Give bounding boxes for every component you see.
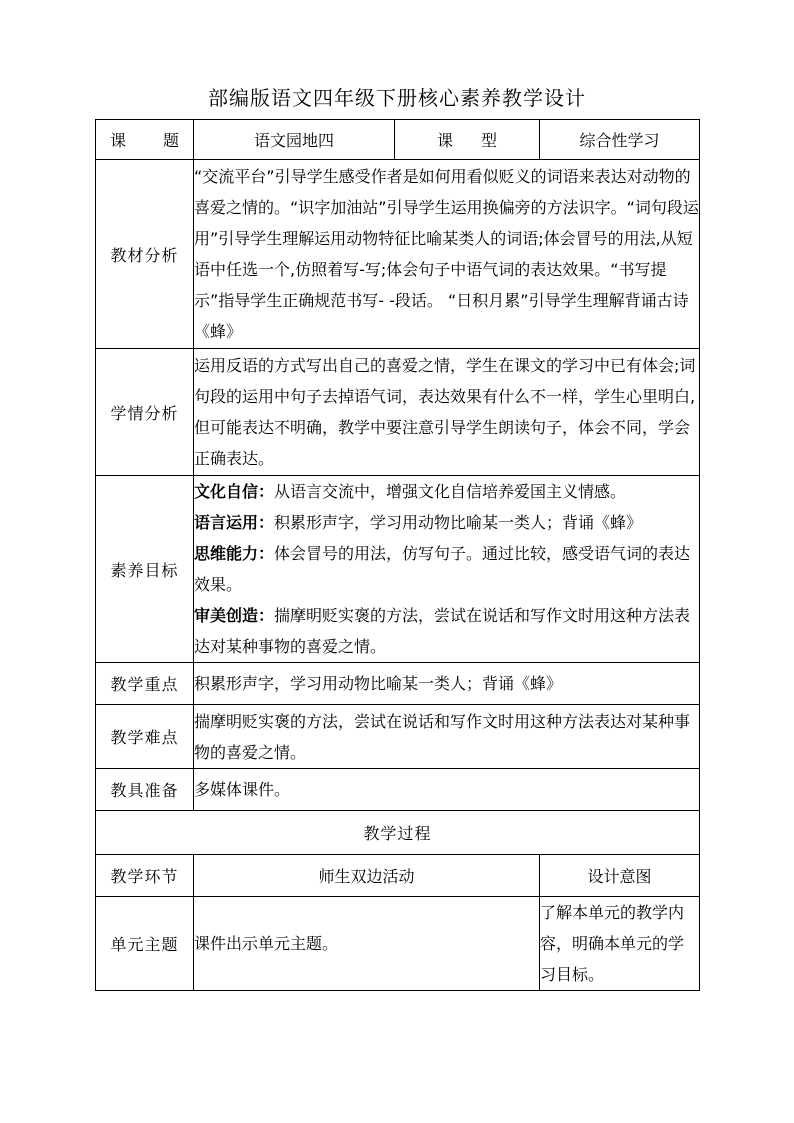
step-stage: 单元主题 <box>96 897 194 991</box>
process-step-row <box>96 897 700 991</box>
step-intent: 了解本单元的教学内容，明确本单元的学习目标。 <box>540 897 700 991</box>
tools-label: 教具准备 <box>96 769 194 811</box>
difficulties-text: 揣摩明贬实褒的方法，尝试在说话和写作文时用这种方法表达对某种事物的喜爱之情。 <box>194 705 700 769</box>
header-row <box>96 120 700 160</box>
literacy-goals-content <box>194 476 700 663</box>
lesson-plan-table <box>95 119 700 991</box>
document-title: 部编版语文四年级下册核心素养教学设计 <box>208 86 586 110</box>
stage-column-header: 教学环节 <box>96 855 194 897</box>
tools-row <box>96 769 700 811</box>
activity-column-header: 师生双边活动 <box>194 855 540 897</box>
student-analysis-row <box>96 349 700 476</box>
key-points-row <box>96 663 700 705</box>
type-value: 综合性学习 <box>540 120 700 160</box>
intent-column-header: 设计意图 <box>540 855 700 897</box>
process-section-row <box>96 811 700 855</box>
goal-item: 文化自信：从语言交流中，增强文化自信培养爱国主义情感。 <box>194 482 627 501</box>
literacy-goals-label: 素养目标 <box>96 476 194 663</box>
student-analysis-label: 学情分析 <box>96 349 194 476</box>
goal-item: 思维能力：体会冒号的用法，仿写句子。通过比较，感受语气词的表达效果。 <box>194 544 691 594</box>
step-activity: 课件出示单元主题。 <box>194 897 540 991</box>
material-analysis-text: “交流平台”引导学生感受作者是如何用看似贬义的词语来表达对动物的喜爱之情的。“识字加油站”引导学生运用换偏旁的方法识字。“词句段运用”引导学生理解运用动物特征比喻某类人的词语;体会冒号的用法,从短语中任选一个,仿照着写-写;体会句子中语气词的表达效果。“书写提示”指导学生正确规范书写- -段话。 “日积月累”引导学生理解背诵古诗《蜂》 <box>194 160 700 349</box>
tools-text: 多媒体课件。 <box>194 769 700 811</box>
student-analysis-text: 运用反语的方式写出自己的喜爱之情，学生在课文的学习中已有体会;词句段的运用中句子去掉语气词，表达效果有什么不一样，学生心里明白,但可能表达不明确，教学中要注意引导学生朗读句子，体会不同，学会正确表达。 <box>194 349 700 476</box>
material-analysis-label: 教材分析 <box>96 160 194 349</box>
process-header-row <box>96 855 700 897</box>
difficulties-row <box>96 705 700 769</box>
key-points-label: 教学重点 <box>96 663 194 705</box>
topic-value: 语文园地四 <box>194 120 395 160</box>
goal-item: 审美创造：揣摩明贬实褒的方法，尝试在说话和写作文时用这种方法表达对某种事物的喜爱之情。 <box>194 606 691 656</box>
difficulties-label: 教学难点 <box>96 705 194 769</box>
material-analysis-row <box>96 160 700 349</box>
process-section-title: 教学过程 <box>96 811 700 855</box>
type-label: 课 型 <box>395 120 540 160</box>
literacy-goals-row <box>96 476 700 663</box>
key-points-text: 积累形声字，学习用动物比喻某一类人；背诵《蜂》 <box>194 663 700 705</box>
goal-item: 语言运用：积累形声字，学习用动物比喻某一类人；背诵《蜂》 <box>194 513 643 532</box>
topic-label: 课 题 <box>96 120 194 160</box>
